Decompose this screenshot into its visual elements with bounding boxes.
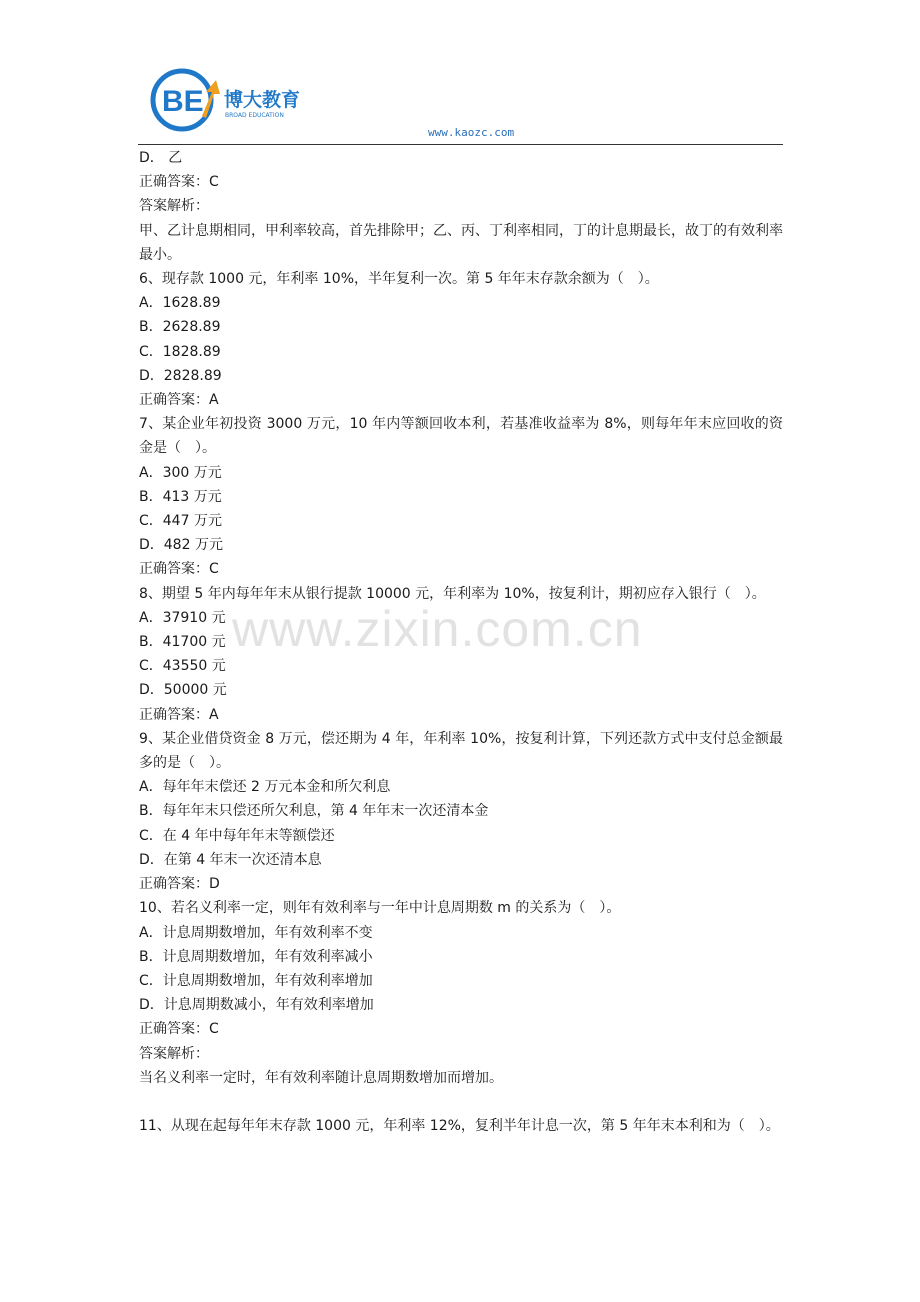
q7-answer: 正确答案：C xyxy=(139,561,219,578)
q8-option-d: D．50000 元 xyxy=(139,682,227,699)
q8-option-b: B．41700 元 xyxy=(139,634,226,651)
q10-stem: 10、若名义利率一定，则年有效利率与一年中计息周期数 m 的关系为（ ）。 xyxy=(139,900,621,917)
q7-option-b: B．413 万元 xyxy=(139,488,222,505)
q8-stem: 8、期望 5 年内每年年末从银行提款 10000 元，年利率为 10%，按复利计，期初应存入银行（ ）。 xyxy=(139,585,766,602)
paragraph-spacer xyxy=(139,1090,783,1114)
q9-stem: 9、某企业借贷资金 8 万元，偿还期为 4 年，年利率 10%，按复利计算，下列还款方式中支付总金额最多的是（ ）。 xyxy=(139,730,783,772)
watermark: www.zixin.com.cn xyxy=(232,601,643,657)
logo-english-name: BROAD EDUCATION xyxy=(225,112,284,119)
q10-answer: 正确答案：C xyxy=(139,1021,219,1038)
logo-chinese-name: 博大教育 xyxy=(224,89,301,111)
q10-option-a: A．计息周期数增加，年有效利率不变 xyxy=(139,924,373,941)
q11-stem: 11、从现在起每年年末存款 1000 元，年利率 12%，复利半年计息一次，第 5 年年末本利和为（ ）。 xyxy=(139,1117,780,1134)
q5-answer: 正确答案：C xyxy=(139,174,219,191)
q7-stem: 7、某企业年初投资 3000 万元，10 年内等额回收本利，若基准收益率为 8%，则每年年末应回收的资金是（ ）。 xyxy=(139,416,783,457)
q8-option-a: A．37910 元 xyxy=(139,609,226,626)
site-url[interactable]: www.kaozc.com xyxy=(428,126,515,139)
q6-option-a: A．1628.89 xyxy=(139,295,221,312)
q7-option-a: A．300 万元 xyxy=(139,464,222,481)
q10-analysis-label: 答案解析： xyxy=(139,1045,209,1062)
q6-answer: 正确答案：A xyxy=(139,392,219,409)
q10-option-d: D．计息周期数减小，年有效利率增加 xyxy=(139,997,374,1014)
q9-option-b: B．每年年末只偿还所欠利息，第 4 年年末一次还清本金 xyxy=(139,803,489,820)
q5-option-d: D． 乙 xyxy=(139,150,183,166)
q10-analysis: 当名义利率一定时，年有效利率随计息周期数增加而增加。 xyxy=(139,1069,503,1086)
q7-option-d: D．482 万元 xyxy=(139,537,223,554)
q10-option-c: C．计息周期数增加，年有效利率增加 xyxy=(139,972,373,989)
document-body xyxy=(139,146,783,1138)
q9-option-d: D．在第 4 年末一次还清本息 xyxy=(139,851,322,868)
logo-mark: BE xyxy=(162,85,204,118)
q8-answer: 正确答案：A xyxy=(139,706,219,723)
q7-option-c: C．447 万元 xyxy=(139,513,222,530)
q9-option-c: C．在 4 年中每年年末等额偿还 xyxy=(139,827,335,844)
q6-option-c: C．1828.89 xyxy=(139,343,221,360)
q10-option-b: B．计息周期数增加，年有效利率减小 xyxy=(139,948,373,965)
q5-analysis: 甲、乙计息期相同，甲利率较高，首先排除甲；乙、丙、丁利率相同，丁的计息期最长，故丁的有效利率最小。 xyxy=(139,222,783,263)
q6-stem: 6、现存款 1000 元，年利率 10%，半年复利一次。第 5 年年末存款余额为（ ）。 xyxy=(139,271,659,288)
q5-analysis-label: 答案解析： xyxy=(139,198,209,215)
q6-option-d: D．2828.89 xyxy=(139,367,222,384)
q6-option-b: B．2628.89 xyxy=(139,319,221,336)
header-divider xyxy=(138,144,783,145)
q8-option-c: C．43550 元 xyxy=(139,658,226,675)
q9-answer: 正确答案：D xyxy=(139,876,220,893)
q9-option-a: A．每年年末偿还 2 万元本金和所欠利息 xyxy=(139,779,391,796)
page-header xyxy=(0,0,920,150)
brand-logo xyxy=(150,62,320,142)
